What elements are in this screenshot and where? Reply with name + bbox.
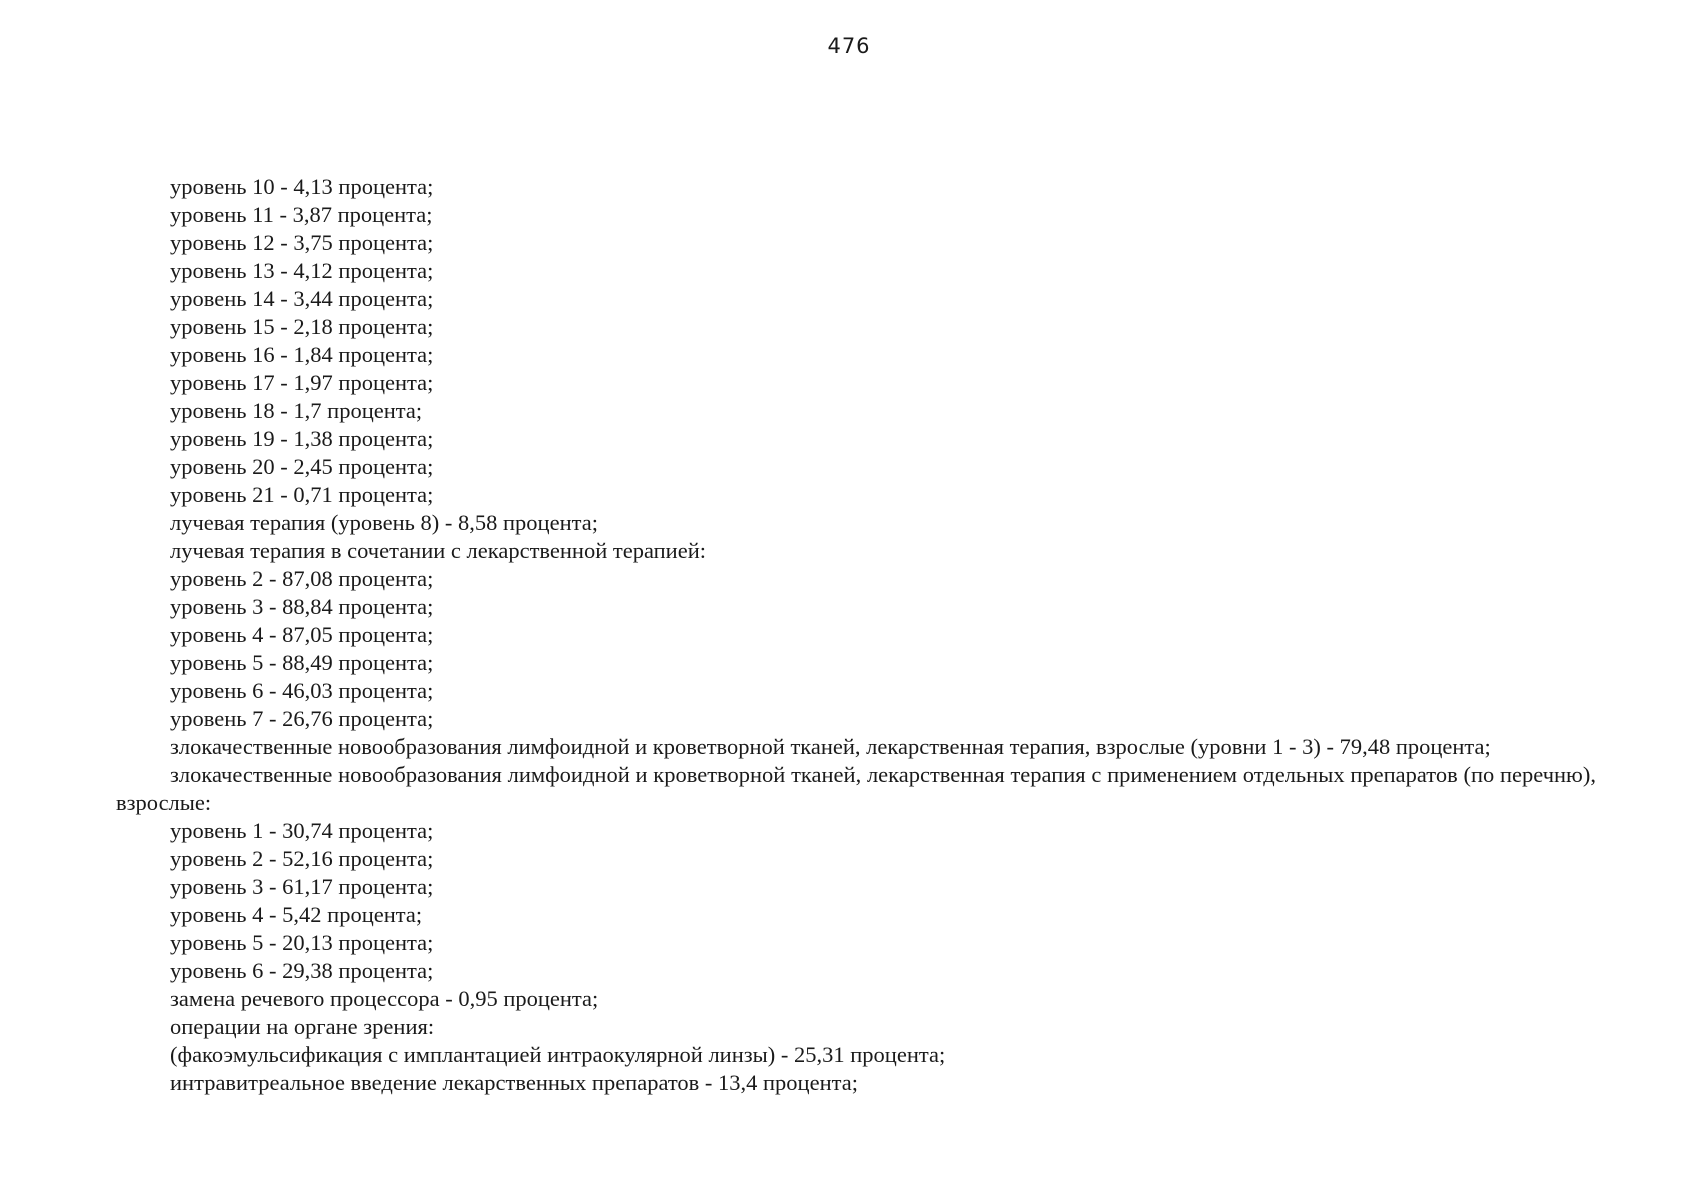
page-number: 476 bbox=[827, 34, 871, 58]
paragraph: уровень 1 - 30,74 процента; bbox=[170, 818, 434, 843]
paragraph: злокачественные новообразования лимфоидной и кроветворной тканей, лекарственная терапия с применением отдельных препаратов (по перечню), взрослые: bbox=[116, 762, 1596, 815]
paragraph: уровень 2 - 52,16 процента; bbox=[170, 846, 434, 871]
paragraph: уровень 3 - 88,84 процента; bbox=[170, 594, 434, 619]
paragraph: уровень 18 - 1,7 процента; bbox=[170, 398, 423, 423]
paragraph: уровень 21 - 0,71 процента; bbox=[170, 482, 434, 507]
paragraph: уровень 7 - 26,76 процента; bbox=[170, 706, 434, 731]
paragraph: уровень 6 - 46,03 процента; bbox=[170, 678, 434, 703]
paragraph: злокачественные новообразования лимфоидной и кроветворной тканей, лекарственная терапия, взрослые (уровни 1 - 3) - 79,48 процента; bbox=[170, 734, 1491, 759]
paragraph: уровень 4 - 5,42 процента; bbox=[170, 902, 423, 927]
paragraph: уровень 11 - 3,87 процента; bbox=[170, 202, 433, 227]
paragraph: уровень 4 - 87,05 процента; bbox=[170, 622, 434, 647]
paragraph: лучевая терапия в сочетании с лекарственной терапией: bbox=[170, 538, 707, 563]
paragraph: уровень 5 - 20,13 процента; bbox=[170, 930, 434, 955]
paragraph: интравитреальное введение лекарственных препаратов - 13,4 процента; bbox=[170, 1070, 858, 1095]
paragraph: уровень 19 - 1,38 процента; bbox=[170, 426, 434, 451]
paragraph: уровень 17 - 1,97 процента; bbox=[170, 370, 434, 395]
paragraph: уровень 15 - 2,18 процента; bbox=[170, 314, 434, 339]
paragraph: уровень 2 - 87,08 процента; bbox=[170, 566, 434, 591]
paragraph: уровень 20 - 2,45 процента; bbox=[170, 454, 434, 479]
paragraph: уровень 13 - 4,12 процента; bbox=[170, 258, 434, 283]
paragraph: уровень 10 - 4,13 процента; bbox=[170, 174, 434, 199]
paragraph: (факоэмульсификация с имплантацией интраокулярной линзы) - 25,31 процента; bbox=[170, 1042, 946, 1067]
paragraph: замена речевого процессора - 0,95 процента; bbox=[170, 986, 599, 1011]
paragraph: уровень 5 - 88,49 процента; bbox=[170, 650, 434, 675]
paragraph: уровень 16 - 1,84 процента; bbox=[170, 342, 434, 367]
paragraph: уровень 12 - 3,75 процента; bbox=[170, 230, 434, 255]
paragraph: уровень 3 - 61,17 процента; bbox=[170, 874, 434, 899]
document-body bbox=[116, 173, 1596, 1097]
paragraph: лучевая терапия (уровень 8) - 8,58 процента; bbox=[170, 510, 598, 535]
paragraph: уровень 14 - 3,44 процента; bbox=[170, 286, 434, 311]
paragraph: уровень 6 - 29,38 процента; bbox=[170, 958, 434, 983]
paragraph: операции на органе зрения: bbox=[170, 1014, 435, 1039]
